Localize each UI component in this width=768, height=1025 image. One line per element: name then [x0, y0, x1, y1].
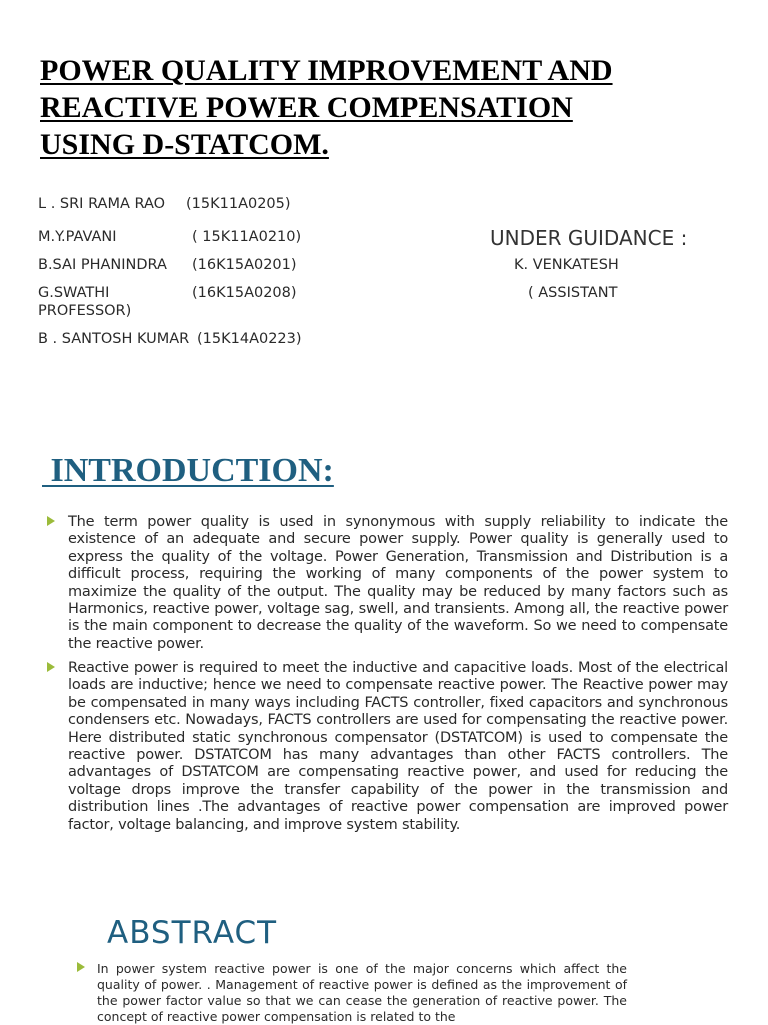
guide-designation: ( ASSISTANT: [528, 285, 618, 301]
author-name: G.SWATHI: [38, 285, 110, 301]
intro-paragraph-1: The term power quality is used in synonymous with supply reliability to indicate the existence of an adequate and secure power supply. Power quality is generally used to express the quality of the voltage. Power Generation, Transmission and Distribution is a difficult process, requiring the working of many components of the power system to maximize the quality of the output. The quality may be reduced by many factors such as Harmonics, reactive power, voltage sag, swell, and transients. Among all, the reactive power is the main component to decrease the quality of the waveform. So we need to compensate the reactive power.: [68, 514, 728, 652]
abstract-bullet-1: [97, 961, 627, 1025]
author-name: B . SANTOSH KUMAR: [38, 331, 190, 347]
author-id: (15K11A0205): [186, 196, 291, 212]
author-id: (16K15A0208): [192, 285, 297, 301]
introduction-heading: INTRODUCTION:: [42, 452, 334, 489]
document-title: [40, 52, 740, 163]
author-id: (16K15A0201): [192, 257, 297, 273]
guidance-heading: UNDER GUIDANCE :: [490, 226, 688, 250]
author-name: M.Y.PAVANI: [38, 229, 117, 245]
abstract-heading: ABSTRACT: [107, 915, 278, 951]
author-id: ( 15K11A0210): [192, 229, 302, 245]
bullet-arrow-icon: [47, 516, 55, 526]
intro-paragraph-2: Reactive power is required to meet the inductive and capacitive loads. Most of the electrical loads are inductive; hence we need to compensate reactive power. The Reactive power may be compensated in many ways including FACTS controller, fixed capacitors and synchronous condensers etc. Nowadays, FACTS controllers are used for compensating the reactive power. Here distributed static synchronous compensator (DSTATCOM) is used to compensate the reactive power. DSTATCOM has many advantages than other FACTS controllers. The advantages of DSTATCOM are compensating reactive power, and used for reducing the voltage drops improve the transfer capability of the power in the transmission and distribution lines .The advantages of reactive power compensation are improved power factor, voltage balancing, and improve system stability.: [68, 660, 728, 833]
abstract-paragraph: In power system reactive power is one of the major concerns which affect the quality of power. . Management of reactive power is defined as the improvement of the power factor value so that we can cease the generation of reactive power. The concept of reactive power compensation is related to the: [97, 961, 627, 1024]
bullet-arrow-icon: [77, 962, 85, 972]
bullet-arrow-icon: [47, 662, 55, 672]
guide-name: K. VENKATESH: [514, 257, 619, 273]
intro-bullet-1: [68, 514, 728, 653]
title-line-3: USING D-STATCOM.: [40, 128, 329, 161]
intro-bullet-2: [68, 660, 728, 834]
title-line-2: REACTIVE POWER COMPENSATION: [40, 91, 573, 124]
author-name: L . SRI RAMA RAO: [38, 196, 166, 212]
guide-designation-continued: PROFESSOR): [38, 303, 132, 319]
title-line-1: POWER QUALITY IMPROVEMENT AND: [40, 54, 613, 87]
author-name: B.SAI PHANINDRA: [38, 257, 167, 273]
author-id: (15K14A0223): [197, 331, 302, 347]
